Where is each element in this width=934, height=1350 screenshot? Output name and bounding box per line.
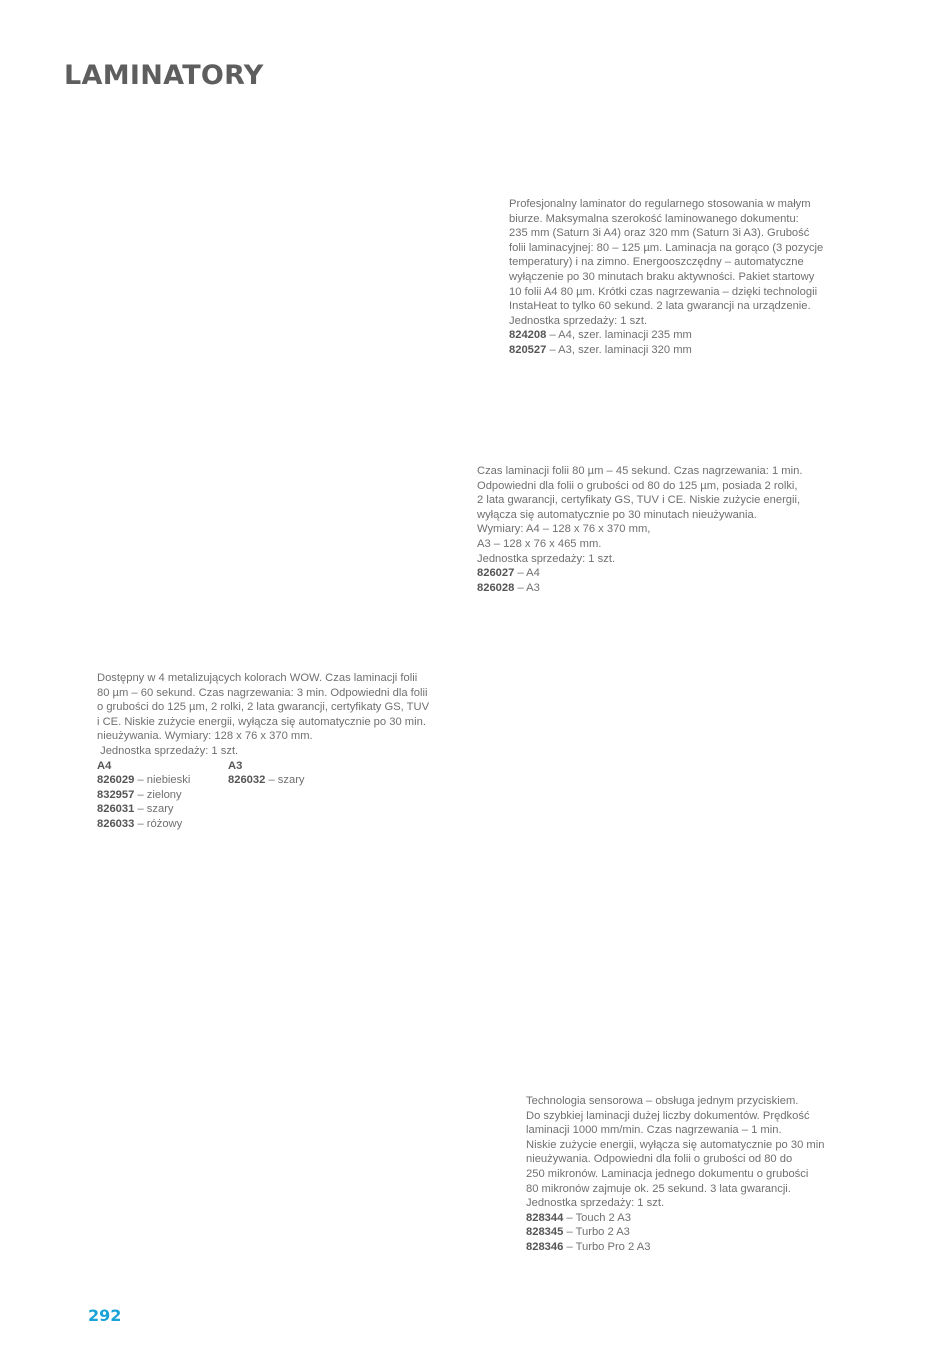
description-text [526,1094,846,1211]
text-line: nieużywania. Odpowiedni dla folii o grubości od 80 do [526,1153,793,1166]
code-row [97,802,228,817]
column-heading: A4 [97,759,112,772]
code-description: – różowy [134,817,183,830]
text-line: Technologia sensorowa – obsługa jednym przyciskiem. [526,1095,799,1107]
text-line: 80 mikronów zajmuje ok. 25 sekund. 3 lata gwarancji. [526,1182,791,1195]
column-a4 [97,759,228,832]
product-code: 826033 [97,817,135,830]
text-line: laminacji 1000 mm/min. Czas nagrzewania – 1 min. [526,1124,782,1137]
code-description: – Turbo 2 A3 [563,1226,630,1239]
text-line: o grubości do 125 µm, 2 rolki, 2 lata gwarancji, certyfikaty GS, TUV [97,701,430,714]
text-line: A3 – 128 x 76 x 465 mm. [477,537,602,550]
column-heading: A3 [228,759,243,772]
code-description: – A3 [514,581,540,594]
text-line: Jednostka sprzedaży: 1 szt. [97,744,239,757]
code-row [509,328,839,343]
product-description-saturn [509,197,839,358]
code-row [228,773,359,788]
code-row [97,817,228,832]
column-a3 [228,759,359,832]
code-row [477,566,822,581]
code-row [477,581,822,596]
product-code: 826031 [97,803,135,816]
page-title: LAMINATORY [64,60,264,91]
product-description-wow [97,671,447,832]
code-description: – szary [134,803,174,816]
code-row [526,1240,846,1255]
product-code: 826028 [477,581,515,594]
code-description: – Touch 2 A3 [563,1211,631,1224]
description-text [97,671,447,759]
product-code: 828346 [526,1240,564,1253]
text-line: biurze. Maksymalna szerokość laminowanego dokumentu: [509,212,799,225]
product-code: 824208 [509,329,547,342]
text-line: nieużywania. Wymiary: 128 x 76 x 370 mm. [97,730,313,743]
product-code: 820527 [509,343,547,356]
code-description: – A3, szer. laminacji 320 mm [546,343,692,356]
text-line: Profesjonalny laminator do regularnego stosowania w małym [509,198,811,210]
text-line: Niskie zużycie energii, wyłącza się automatycznie po 30 min [526,1138,825,1151]
code-row [509,343,839,358]
product-code: 826029 [97,774,135,787]
code-row [97,773,228,788]
text-line: Jednostka sprzedaży: 1 szt. [526,1197,665,1210]
page-number: 292 [88,1306,122,1325]
text-line: 235 mm (Saturn 3i A4) oraz 320 mm (Saturn 3i A3). Grubość [509,227,810,240]
product-codes-columns [97,759,447,832]
code-description: – Turbo Pro 2 A3 [563,1240,651,1253]
product-codes [509,328,839,357]
product-code: 828344 [526,1211,564,1224]
text-line: Odpowiedni dla folii o grubości od 80 do 125 µm, posiada 2 rolki, [477,479,798,492]
text-line: 10 folii A4 80 µm. Krótki czas nagrzewania – dzięki technologii [509,285,818,298]
code-description: – A4, szer. laminacji 235 mm [546,329,692,342]
product-description-touch-turbo [526,1094,846,1255]
text-line: wyłącza się automatycznie po 30 minutach nieużywania. [477,508,757,521]
text-line: 80 µm – 60 sekund. Czas nagrzewania: 3 min. Odpowiedni dla folii [97,686,428,699]
product-code: 828345 [526,1226,564,1239]
text-line: wyłączenie po 30 minutach braku aktywności. Pakiet startowy [509,270,815,283]
text-line: Jednostka sprzedaży: 1 szt. [509,314,648,327]
code-description: – szary [265,774,305,787]
product-code: 826032 [228,774,266,787]
text-line: InstaHeat to tylko 60 sekund. 2 lata gwarancji na urządzenie. [509,300,811,313]
description-text [477,464,822,566]
product-code: 826027 [477,567,515,580]
product-code: 832957 [97,788,135,801]
code-description: – A4 [514,567,540,580]
product-description-2 [477,464,822,595]
text-line: 250 mikronów. Laminacja jednego dokumentu o grubości [526,1167,809,1180]
product-codes [477,566,822,595]
text-line: Czas laminacji folii 80 µm – 45 sekund. Czas nagrzewania: 1 min. [477,465,803,477]
code-row [526,1211,846,1226]
product-codes [526,1211,846,1255]
description-text [509,197,839,328]
code-row [97,788,228,803]
text-line: Jednostka sprzedaży: 1 szt. [477,552,616,565]
text-line: i CE. Niskie zużycie energii, wyłącza się automatycznie po 30 min. [97,715,426,728]
text-line: Wymiary: A4 – 128 x 76 x 370 mm, [477,523,651,536]
text-line: 2 lata gwarancji, certyfikaty GS, TUV i CE. Niskie zużycie energii, [477,494,801,507]
code-description: – niebieski [134,774,191,787]
text-line: temperatury) i na zimno. Energooszczędny – automatyczne [509,256,804,269]
text-line: folii laminacyjnej: 80 – 125 µm. Laminacja na gorąco (3 pozycje [509,241,824,254]
code-row [526,1225,846,1240]
text-line: Dostępny w 4 metalizujących kolorach WOW. Czas laminacji folii [97,672,418,684]
code-description: – zielony [134,788,182,801]
text-line: Do szybkiej laminacji dużej liczby dokumentów. Prędkość [526,1109,810,1122]
